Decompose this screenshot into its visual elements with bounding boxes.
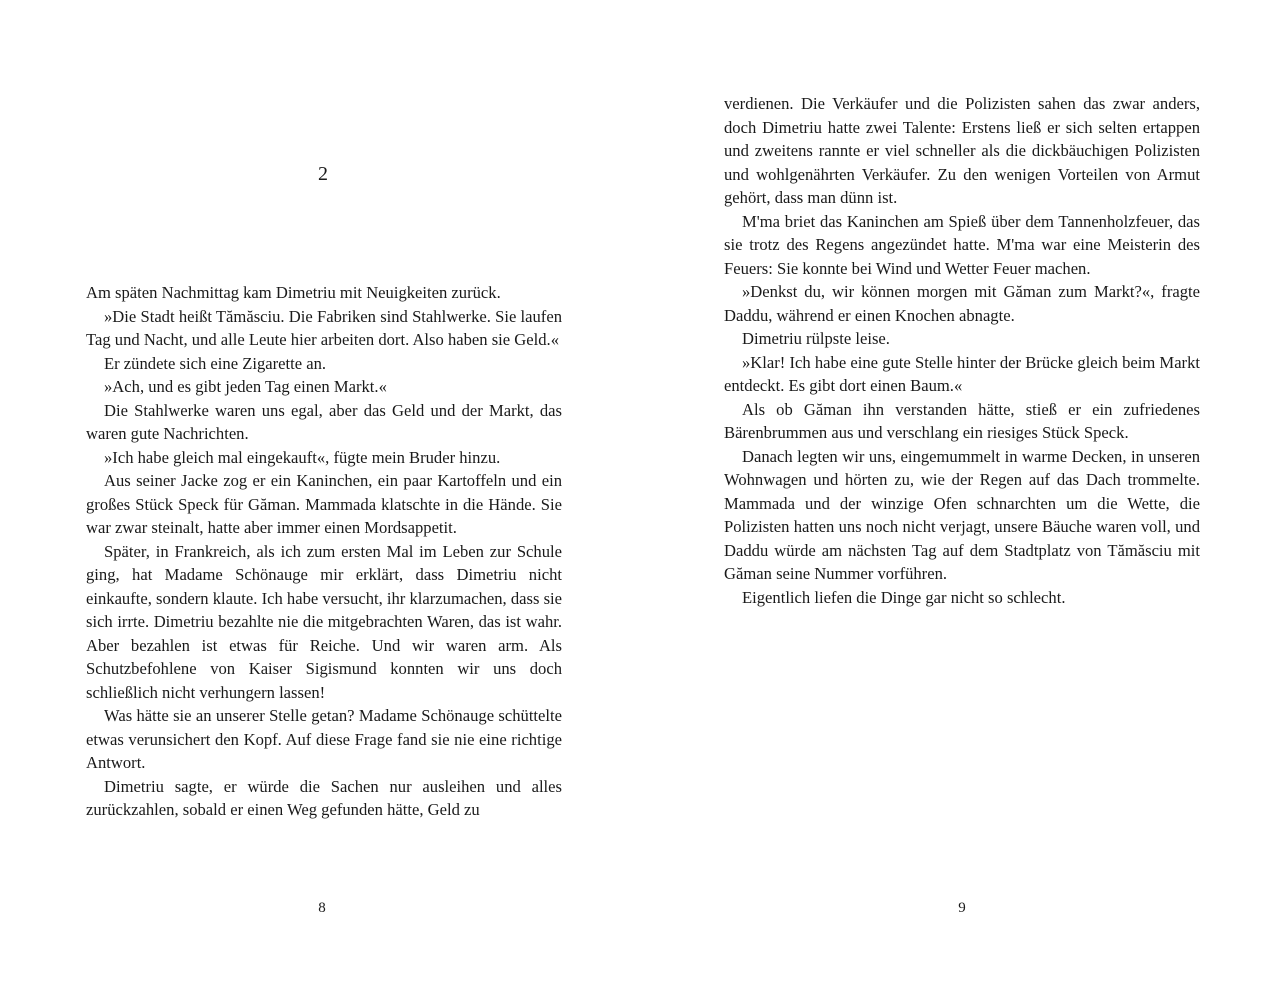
- paragraph: Aus seiner Jacke zog er ein Kaninchen, ein paar Kartoffeln und ein großes Stück Speck für Găman. Mammada klatschte in die Hände. Sie war zwar steinalt, hatte aber immer einen Mordsappetit.: [86, 471, 562, 537]
- paragraph: »Ach, und es gibt jeden Tag einen Markt.«: [104, 377, 387, 396]
- paragraph: verdienen. Die Verkäufer und die Polizisten sahen das zwar anders, doch Dimetriu hatte zwei Talente: Erstens ließ er sich selten ertappen und zweitens rannte er viel schneller als die dickbäuchigen Polizisten und wohlgenährten Verkäufer. Zu den wenigen Vorteilen von Armut gehört, dass man dünn ist.: [724, 94, 1200, 207]
- page-number: 8: [318, 900, 326, 916]
- paragraph: M'ma briet das Kaninchen am Spieß über dem Tannenholzfeuer, das sie trotz des Regens angezündet hatte. M'ma war eine Meisterin des Feuers: Sie konnte bei Wind und Wetter Feuer machen.: [724, 211, 1200, 278]
- paragraph: Als ob Găman ihn verstanden hätte, stieß er ein zufriedenes Bärenbrummen aus und verschlang ein riesiges Stück Speck.: [724, 399, 1200, 442]
- page-number: 9: [958, 900, 966, 916]
- paragraph: Danach legten wir uns, eingemummelt in warme Decken, in unseren Wohnwagen und hörten zu, wie der Regen auf das Dach trommelte. Mammada und der winzige Ofen schnarchten um die Wette, die Polizisten hatten uns noch nicht verjagt, unsere Bäuche waren voll, und Daddu würde am nächsten Tag auf dem Stadtplatz von Tămăsciu mit Găman seine Nummer vorführen.: [724, 446, 1200, 583]
- left-page-text: [86, 281, 562, 822]
- paragraph: Am späten Nachmittag kam Dimetriu mit Neuigkeiten zurück.: [86, 283, 501, 302]
- paragraph: Dimetriu rülpste leise.: [742, 329, 890, 348]
- paragraph: »Die Stadt heißt Tămăsciu. Die Fabriken sind Stahlwerke. Sie laufen Tag und Nacht, und alle Leute hier arbeiten dort. Also haben sie Geld.«: [86, 306, 562, 349]
- paragraph: »Denkst du, wir können morgen mit Găman zum Markt?«, fragte Daddu, während er einen Knochen abnagte.: [724, 282, 1200, 325]
- paragraph: Dimetriu sagte, er würde die Sachen nur ausleihen und alles zurückzahlen, sobald er einen Weg gefunden hätte, Geld zu: [86, 776, 562, 819]
- chapter-number: 2: [318, 163, 328, 185]
- paragraph: »Ich habe gleich mal eingekauft«, fügte mein Bruder hinzu.: [104, 447, 501, 467]
- paragraph: »Klar! Ich habe eine gute Stelle hinter der Brücke gleich beim Markt entdeckt. Es gibt dort einen Baum.«: [724, 352, 1200, 395]
- right-page-text: [724, 92, 1200, 609]
- right-page: [642, 0, 1285, 1000]
- left-page: [0, 0, 642, 1000]
- paragraph: Eigentlich liefen die Dinge gar nicht so schlecht.: [742, 587, 1066, 607]
- paragraph: Die Stahlwerke waren uns egal, aber das Geld und der Markt, das waren gute Nachrichten.: [86, 400, 562, 443]
- paragraph: Später, in Frankreich, als ich zum ersten Mal im Leben zur Schule ging, hat Madame Schönauge mir erklärt, dass Dimetriu nicht einkaufte, sondern klaute. Ich habe versucht, ihr klarzumachen, dass sie sich irrte. Dimetriu bezahlte nie die mitgebrachten Waren, das ist wahr. Aber bezahlen ist etwas für Reiche. Und wir waren arm. Als Schutzbefohlene von Kaiser Sigismund konnten wir uns doch schließlich nicht verhungern lassen!: [86, 541, 562, 702]
- paragraph: Er zündete sich eine Zigarette an.: [104, 353, 327, 373]
- paragraph: Was hätte sie an unserer Stelle getan? Madame Schönauge schüttelte etwas verunsichert den Kopf. Auf diese Frage fand sie nie eine richtige Antwort.: [86, 706, 562, 772]
